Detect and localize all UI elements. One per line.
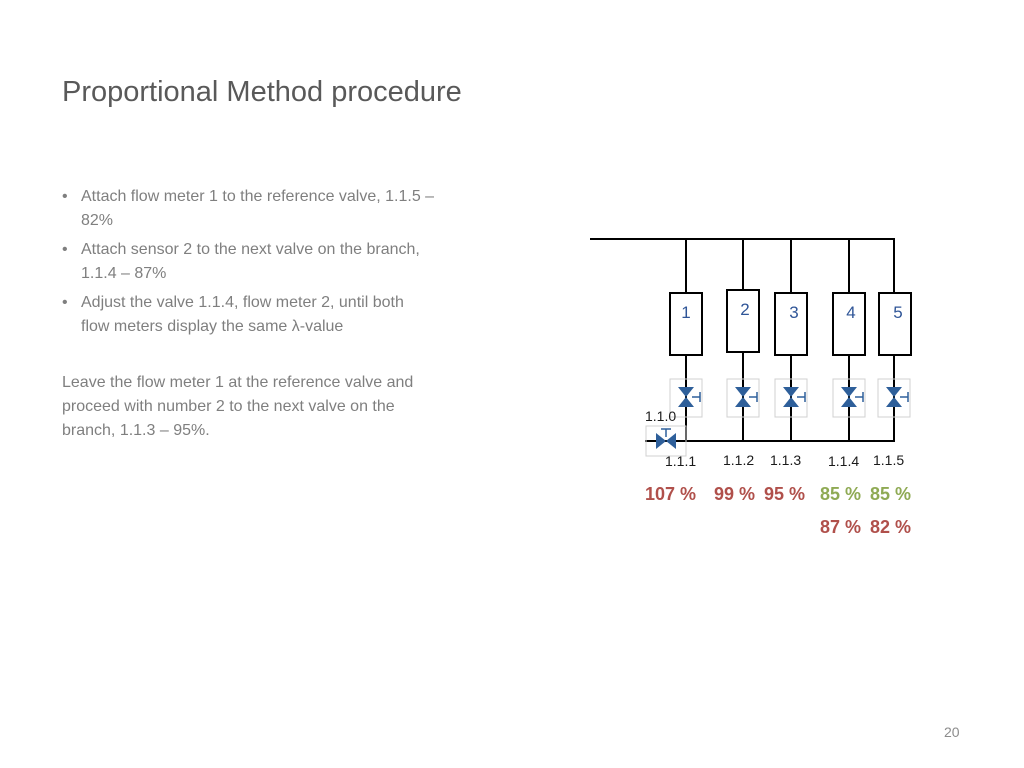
valve-label: 1.1.2 [723,452,755,468]
flow-percent: 82 % [870,517,912,537]
meter-label: 5 [893,303,903,322]
flow-percent: 107 % [645,484,697,504]
valve-label: 1.1.5 [873,452,905,468]
page-number: 20 [944,724,960,740]
flow-meter-2 [727,290,759,352]
paragraph-line: proceed with number 2 to the next valve on the [62,398,395,415]
bullet-marker: • [62,294,68,311]
bullet-marker: • [62,241,68,258]
bullet-marker: • [62,188,68,205]
flow-percent: 95 % [764,484,806,504]
flow-meter-1 [670,293,702,355]
flow-percent: 99 % [714,484,756,504]
flow-percent: 85 % [870,484,912,504]
bullet-line: 1.1.4 – 87% [81,265,167,282]
meter-label: 3 [789,303,799,322]
flow-percent: 87 % [820,517,862,537]
meter-label: 2 [740,300,750,319]
valve-label: 1.1.3 [770,452,802,468]
bullet-line: Attach sensor 2 to the next valve on the branch, [81,241,420,258]
bullet-line: Attach flow meter 1 to the reference valve, 1.1.5 – [81,188,435,205]
bullet-line: Adjust the valve 1.1.4, flow meter 2, until both [81,294,404,311]
meter-label: 1 [681,303,691,322]
flow-percent: 85 % [820,484,862,504]
flow-meter-3 [775,293,807,355]
flow-meter-5 [879,293,911,355]
valve-label: 1.1.1 [665,453,697,469]
flow-meter-4 [833,293,865,355]
main-valve-label: 1.1.0 [645,408,677,424]
bullet-line: 82% [81,212,114,229]
paragraph-line: branch, 1.1.3 – 95%. [62,422,210,439]
slide-title: Proportional Method procedure [62,76,462,108]
meter-label: 4 [846,303,856,322]
bullet-line: flow meters display the same λ-value [81,318,344,335]
valve-label: 1.1.4 [828,453,860,469]
paragraph-line: Leave the flow meter 1 at the reference valve and [62,374,414,391]
